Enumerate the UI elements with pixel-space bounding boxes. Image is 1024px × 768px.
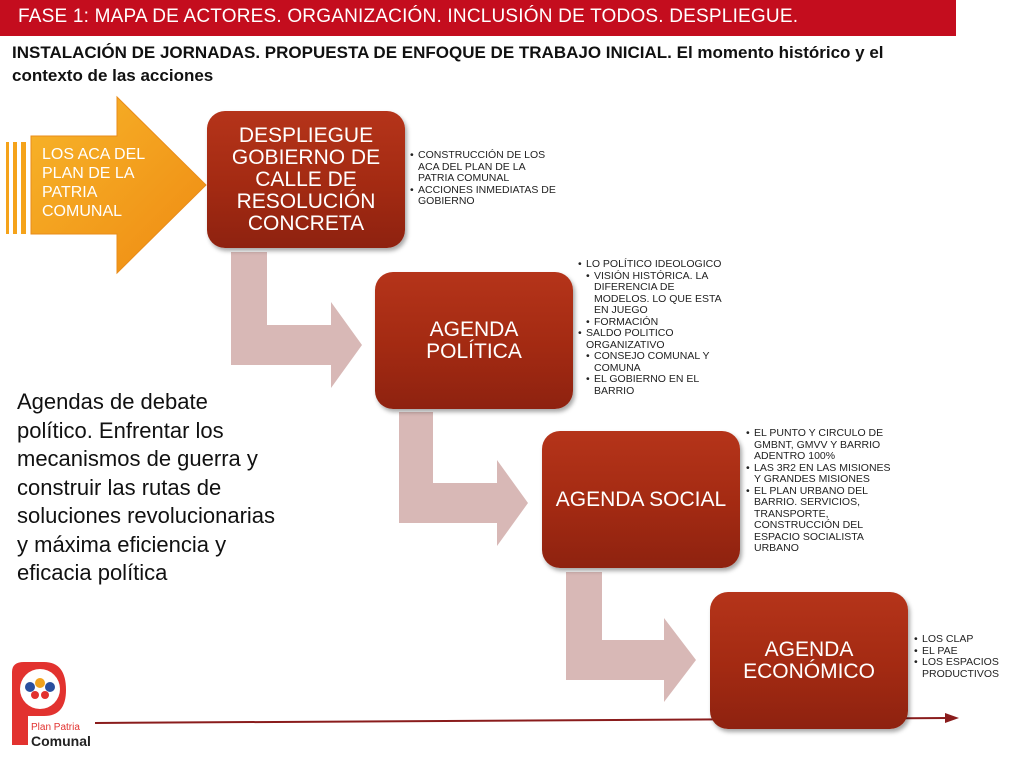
connector-arrow-2 xyxy=(399,412,528,546)
stage-bullets-agenda-economico xyxy=(914,634,1018,680)
stage-bullets-agenda-politica xyxy=(578,259,728,397)
stage-bullets-agenda-social xyxy=(746,428,896,555)
stage-box-agenda-social xyxy=(542,431,740,568)
stage-label-agenda-politica: AGENDA POLÍTICA xyxy=(426,317,522,363)
logo-line1: Plan Patria xyxy=(31,722,80,733)
bullet-item: • CONSEJO COMUNAL Y COMUNA xyxy=(586,351,728,374)
bullet-item: • EL PAE xyxy=(914,646,1018,658)
bullet-item: • EL GOBIERNO EN EL BARRIO xyxy=(586,374,728,397)
bullet-item: • ACCIONES INMEDIATAS DE GOBIERNO xyxy=(410,185,558,208)
bullet-item: • FORMACIÓN xyxy=(586,317,728,329)
bullet-item: • SALDO POLITICO ORGANIZATIVO xyxy=(578,328,728,351)
stage-label-despliegue: DESPLIEGUE GOBIERNO DE CALLE DE RESOLUCIÓN CONCRETA xyxy=(231,123,381,235)
bullet-item: • LOS CLAP xyxy=(914,634,1018,646)
stage-label-agenda-social: AGENDA SOCIAL xyxy=(555,487,727,511)
header-title: FASE 1: MAPA DE ACTORES. ORGANIZACIÓN. INCLUSIÓN DE TODOS. DESPLIEGUE. xyxy=(18,6,799,27)
entry-arrow-stripes xyxy=(6,142,26,234)
connector-arrow-3 xyxy=(566,572,696,702)
logo-line2: Comunal xyxy=(31,733,91,749)
bullet-item: • LOS ESPACIOS PRODUCTIVOS xyxy=(914,657,1018,680)
bullet-item: • EL PUNTO Y CIRCULO DE GMBNT, GMVV Y BARRIO ADENTRO 100% xyxy=(746,428,896,463)
stage-label-agenda-economico: AGENDA ECONÓMICO xyxy=(743,637,875,683)
subtitle: INSTALACIÓN DE JORNADAS. PROPUESTA DE ENFOQUE DE TRABAJO INICIAL. El momento histórico y el contexto de las acciones xyxy=(12,43,884,85)
stage-box-agenda-politica xyxy=(375,272,573,409)
stage-box-despliegue xyxy=(207,111,405,248)
bullet-item: • LO POLÍTICO IDEOLOGICO xyxy=(578,259,728,271)
bullet-item: • LAS 3R2 EN LAS MISIONES Y GRANDES MISIONES xyxy=(746,463,896,486)
bullet-item: • VISIÓN HISTÓRICA. LA DIFERENCIA DE MODELOS. LO QUE ESTA EN JUEGO xyxy=(586,271,728,317)
stage-bullets-despliegue xyxy=(410,150,558,208)
stage-box-agenda-economico xyxy=(710,592,908,729)
bullet-item: • EL PLAN URBANO DEL BARRIO. SERVICIOS, TRANSPORTE, CONSTRUCCIÓN DEL ESPACIO SOCIALISTA URBANO xyxy=(746,486,896,555)
left-description: Agendas de debate político. Enfrentar los mecanismos de guerra y construir las rutas de soluciones revolucionarias y máxima eficiencia y eficacia política xyxy=(17,389,276,585)
connector-arrow-1 xyxy=(231,252,362,388)
bullet-item: • CONSTRUCCIÓN DE LOS ACA DEL PLAN DE LA PATRIA COMUNAL xyxy=(410,150,558,185)
entry-arrow-label: LOS ACA DEL PLAN DE LA PATRIA COMUNAL xyxy=(42,146,146,220)
